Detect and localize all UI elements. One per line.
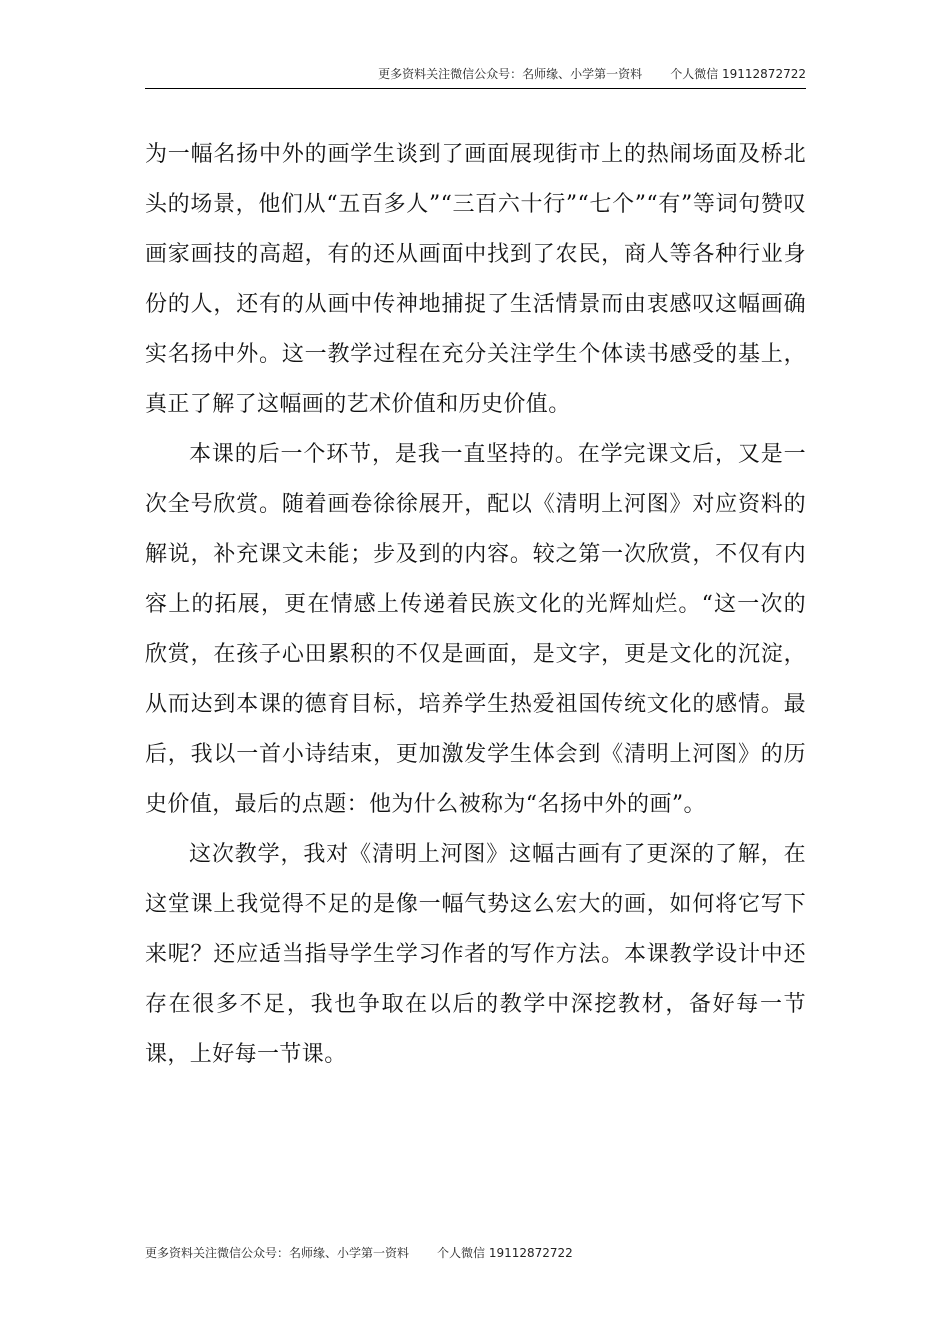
page-header <box>145 66 806 89</box>
paragraph-1: 为一幅名扬中外的画学生谈到了画面展现街市上的热闹场面及桥北头的场景，他们从“五百多人”“三百六十行”“七个”“有”等词句赞叹画家画技的高超，有的还从画面中找到了农民，商人等各种行业身份的人，还有的从画中传神地捕捉了生活情景而由衷感叹这幅画确实名扬中外。这一教学过程在充分关注学生个体读书感受的基上，真正了解了这幅画的艺术价值和历史价值。 <box>145 142 806 417</box>
paragraph-2: 本课的后一个环节，是我一直坚持的。在学完课文后，又是一次全号欣赏。随着画卷徐徐展开，配以《清明上河图》对应资料的解说，补充课文未能；步及到的内容。较之第一次欣赏，不仅有内容上的拓展，更在情感上传递着民族文化的光辉灿烂。“这一次的欣赏，在孩子心田累积的不仅是画面，是文字，更是文化的沉淀，从而达到本课的德育目标，培养学生热爱祖国传统文化的感情。最后，我以一首小诗结束，更加激发学生体会到《清明上河图》的历史价值，最后的点题：他为什么被称为“名扬中外的画”。 <box>145 442 806 817</box>
paragraph-3: 这次教学，我对《清明上河图》这幅古画有了更深的了解，在这堂课上我觉得不足的是像一幅气势这么宏大的画，如何将它写下来呢？还应适当指导学生学习作者的写作方法。本课教学设计中还存在很多不足，我也争取在以后的教学中深挖教材，备好每一节课，上好每一节课。 <box>145 842 806 1067</box>
page-footer <box>145 1245 806 1261</box>
footer-contact-text: 个人微信 19112872722 <box>437 1246 573 1260</box>
document-body <box>145 130 806 1080</box>
footer-source-text: 更多资料关注微信公众号：名师缘、小学第一资料 <box>145 1246 410 1260</box>
header-source-text: 更多资料关注微信公众号：名师缘、小学第一资料 <box>378 67 643 81</box>
header-contact-text: 个人微信 19112872722 <box>670 67 806 81</box>
